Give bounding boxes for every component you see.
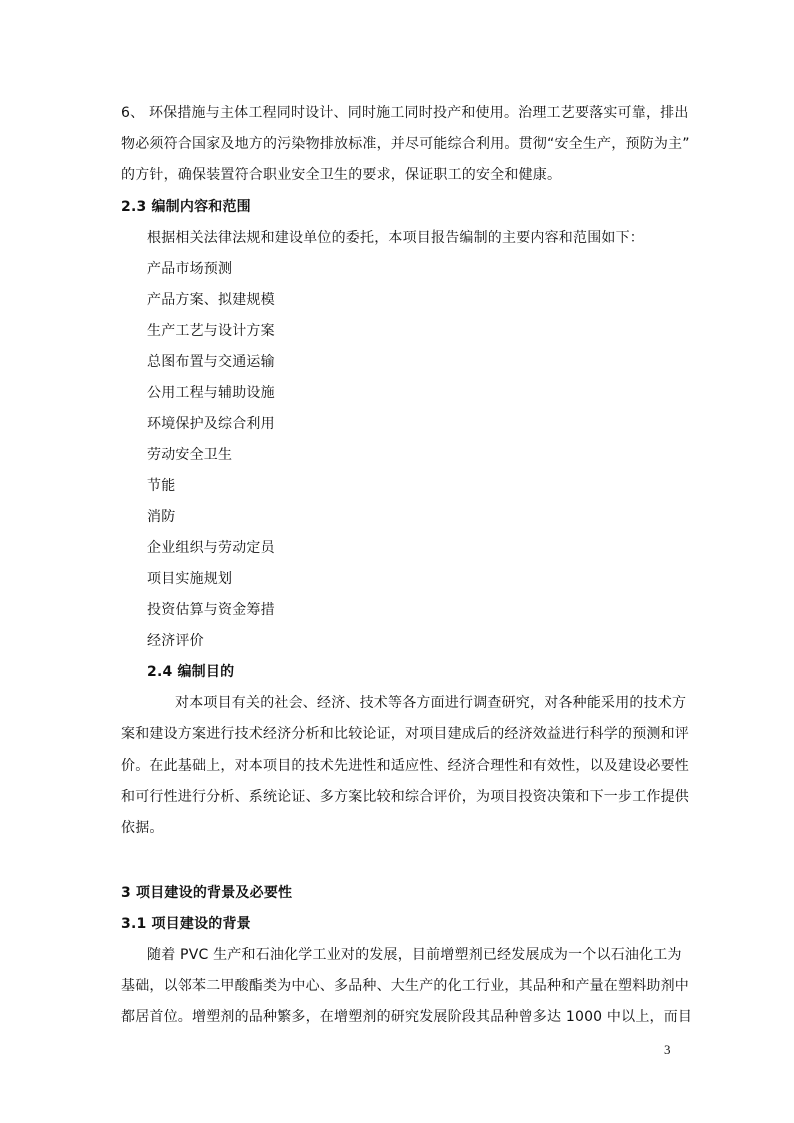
section-3-heading: 3 项目建设的背景及必要性 bbox=[121, 885, 293, 901]
list-item: 经济评价 bbox=[147, 633, 204, 649]
section-3-1-line-1: 随着 PVC 生产和石油化学工业对的发展，目前增塑剂已经发展成为一个以石油化工为 bbox=[147, 947, 682, 963]
section-2-4-line-1: 对本项目有关的社会、经济、技术等各方面进行调查研究，对各种能采用的技术方 bbox=[175, 695, 687, 711]
list-item: 公用工程与辅助设施 bbox=[147, 385, 275, 401]
list-item: 投资估算与资金筹措 bbox=[147, 602, 275, 618]
list-item: 产品方案、拟建规模 bbox=[147, 292, 275, 308]
section-2-4-heading: 2.4 编制目的 bbox=[147, 664, 235, 680]
list-item: 总图布置与交通运输 bbox=[147, 354, 275, 370]
list-item: 企业组织与劳动定员 bbox=[147, 540, 275, 556]
section-3-1-line-3: 都居首位。增塑剂的品种繁多，在增塑剂的研究发展阶段其品种曾多达 1000 中以上，而目 bbox=[121, 1009, 693, 1025]
section-2-4-line-4: 和可行性进行分析、系统论证、多方案比较和综合评价，为项目投资决策和下一步工作提供 bbox=[121, 789, 689, 805]
section-2-3-intro: 根据相关法律法规和建设单位的委托，本项目报告编制的主要内容和范围如下： bbox=[147, 230, 644, 246]
paragraph-6-line-1: 6、 环保措施与主体工程同时设计、同时施工同时投产和使用。治理工艺要落实可靠，排出 bbox=[121, 105, 689, 121]
section-3-1-heading: 3.1 项目建设的背景 bbox=[121, 916, 251, 932]
section-2-4-line-2: 案和建设方案进行技术经济分析和比较论证，对项目建成后的经济效益进行科学的预测和评 bbox=[121, 726, 689, 742]
paragraph-6-line-2: 物必须符合国家及地方的污染物排放标准，并尽可能综合利用。贯彻“安全生产，预防为主” bbox=[121, 136, 690, 152]
section-2-3-heading: 2.3 编制内容和范围 bbox=[121, 199, 251, 215]
section-2-4-line-5: 依据。 bbox=[121, 820, 164, 836]
list-item: 节能 bbox=[147, 478, 176, 494]
page-number: 3 bbox=[664, 1042, 671, 1057]
list-item: 劳动安全卫生 bbox=[147, 447, 233, 463]
list-item: 生产工艺与设计方案 bbox=[147, 323, 275, 339]
list-item: 环境保护及综合利用 bbox=[147, 416, 275, 432]
list-item: 消防 bbox=[147, 509, 176, 525]
list-item: 项目实施规划 bbox=[147, 571, 233, 587]
paragraph-6-line-3: 的方针，确保装置符合职业安全卫生的要求，保证职工的安全和健康。 bbox=[121, 167, 562, 183]
section-3-1-line-2: 基础，以邻苯二甲酸酯类为中心、多品种、大生产的化工行业，其品种和产量在塑料助剂中 bbox=[121, 978, 689, 994]
section-2-4-line-3: 价。在此基础上，对本项目的技术先进性和适应性、经济合理性和有效性，以及建设必要性 bbox=[121, 758, 689, 774]
list-item: 产品市场预测 bbox=[147, 261, 233, 277]
